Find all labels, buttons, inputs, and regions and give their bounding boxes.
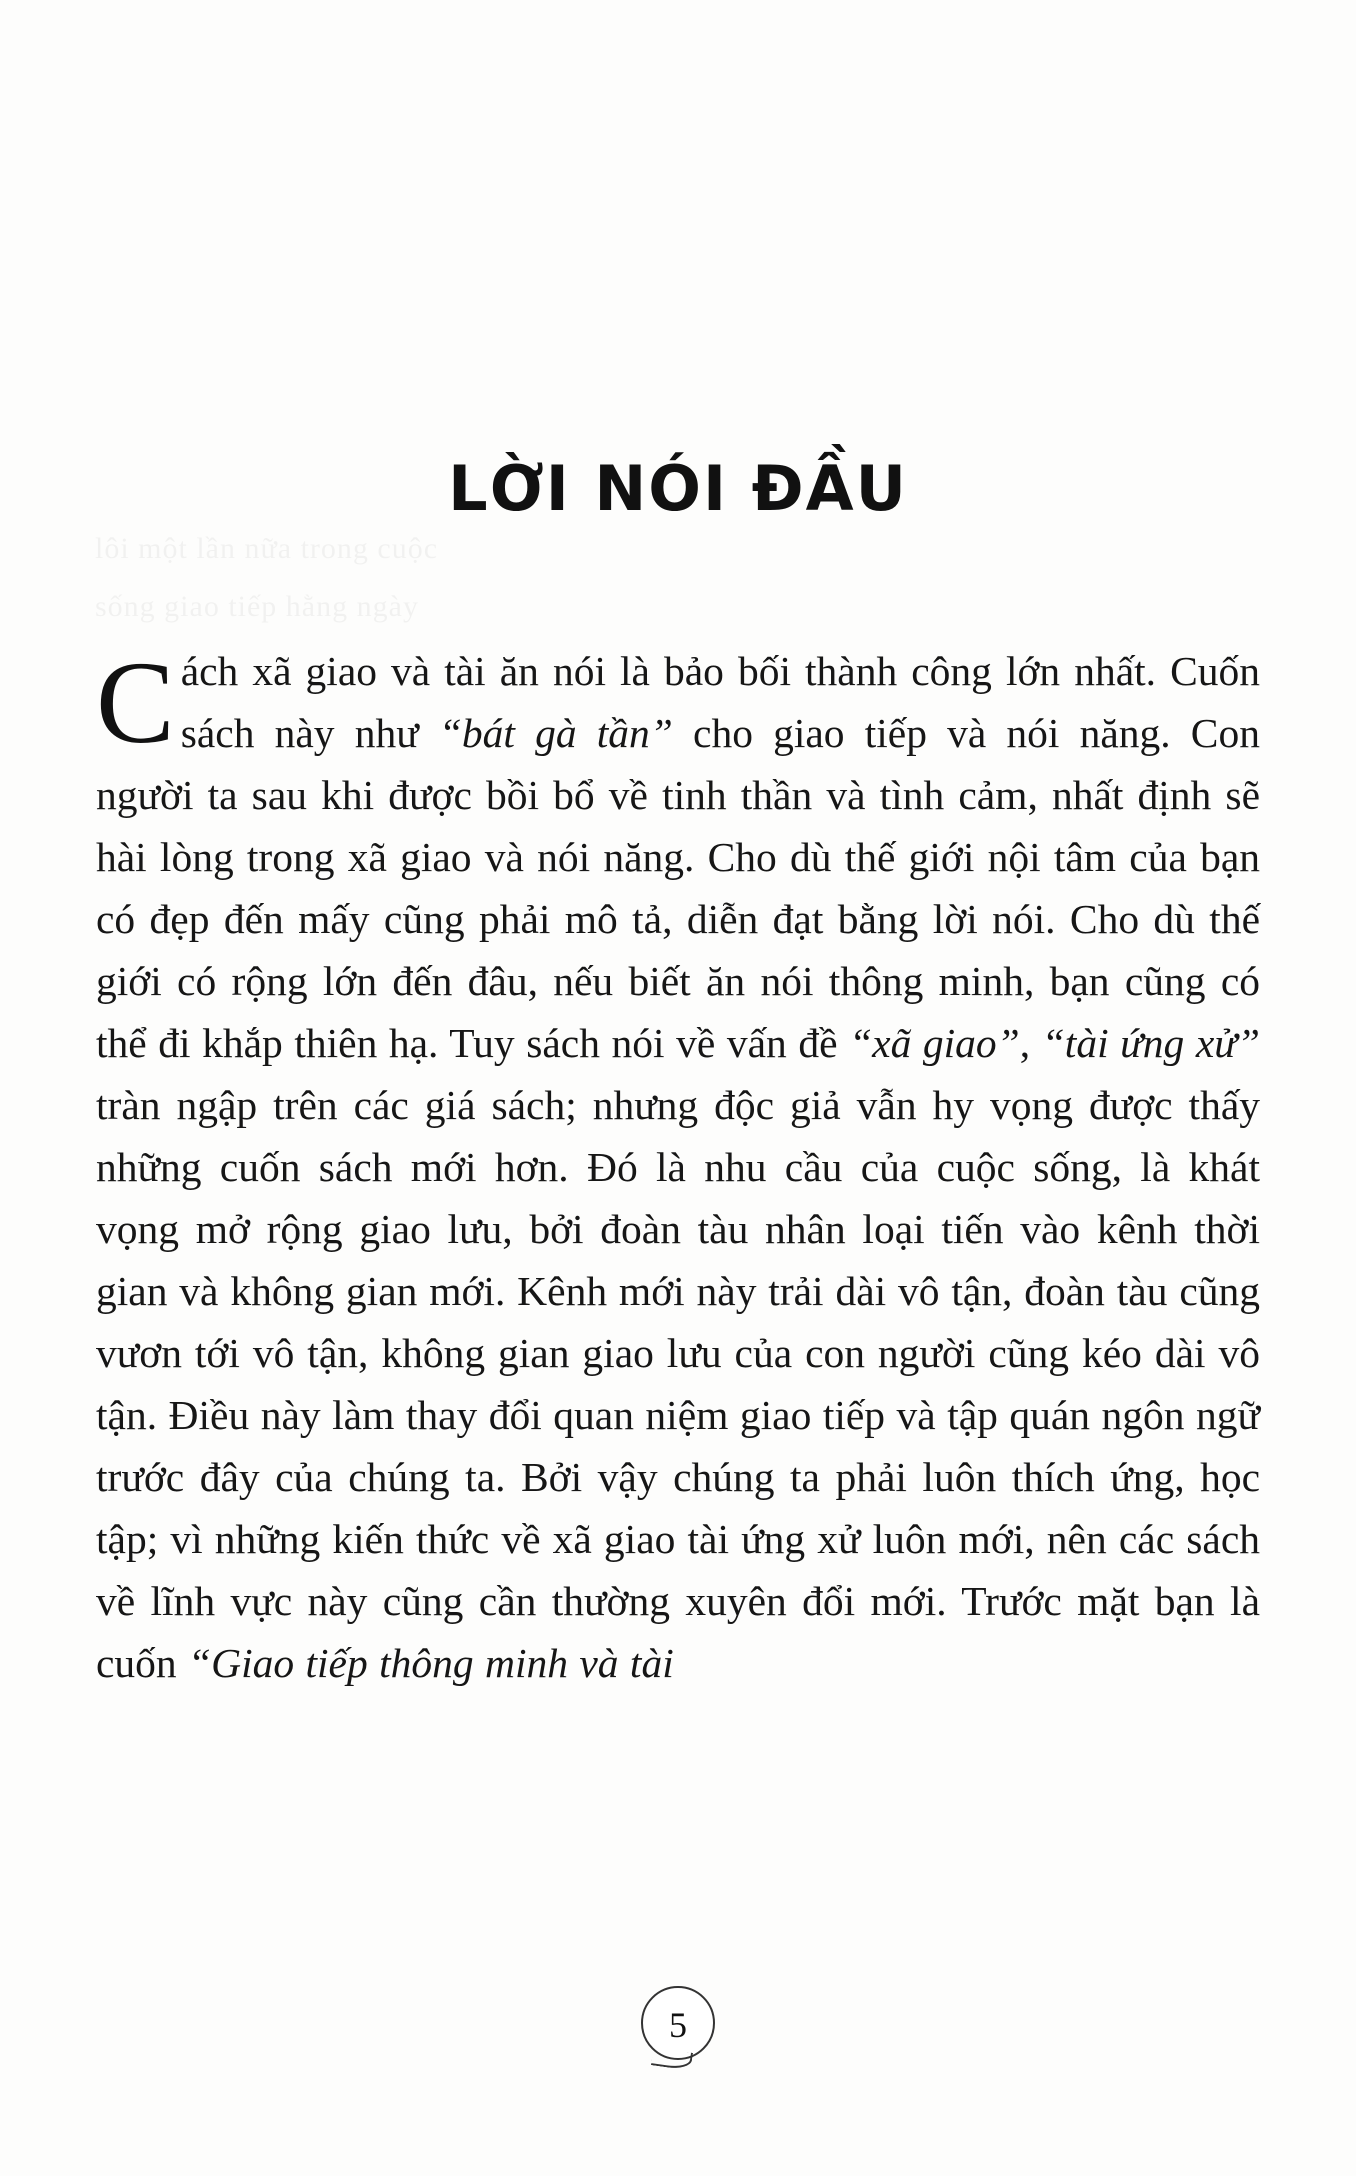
italic-phrase-3: “tài ứng xử” xyxy=(1041,1020,1261,1066)
drop-cap: C xyxy=(96,637,175,768)
italic-phrase-2: “xã giao” xyxy=(849,1020,1020,1066)
preface-paragraph xyxy=(96,637,1261,1694)
italic-phrase-4: “Giao tiếp thông minh và tài xyxy=(188,1640,674,1686)
text-run-2: cho giao tiếp và nói năng. Con người ta sau khi được bồi bổ về tinh thần và tình cảm, nhất định sẽ hài lòng trong xã giao và nói năng. Cho dù thế giới nội tâm của bạn có đẹp đến mấy cũng phải mô tả, diễn đạt bằng lời nói. Cho dù thế giới có rộng lớn đến đâu, nếu biết ăn nói thông minh, bạn cũng có thể đi khắp thiên hạ. Tuy sách nói về vấn đề xyxy=(96,710,1260,1066)
italic-phrase-1: “bát gà tần” xyxy=(438,710,673,756)
page-number: 5 xyxy=(641,1986,715,2060)
text-run-4: tràn ngập trên các giá sách; nhưng độc giả vẫn hy vọng được thấy những cuốn sách mới hơn. Đó là nhu cầu của cuộc sống, là khát vọng mở rộng giao lưu, bởi đoàn tàu nhân loại tiến vào kênh thời gian và không gian mới. Kênh mới này trải dài vô tận, đoàn tàu cũng vươn tới vô tận, không gian giao lưu của con người cũng kéo dài vô tận. Điều này làm thay đổi quan niệm giao tiếp và tập quán ngôn ngữ trước đây của chúng ta. Bởi vậy chúng ta phải luôn thích ứng, học tập; vì những kiến thức về xã giao tài ứng xử luôn mới, nên các sách về lĩnh vực này cũng cần thường xuyên đổi mới. Trước mặt bạn là cuốn xyxy=(96,1082,1260,1686)
page-number-container xyxy=(0,1986,1356,2060)
text-run-1: ách xã giao và tài ăn nói là bảo bối thành công lớn nhất. Cuốn sách này như xyxy=(180,648,1260,756)
page-title: LỜI NÓI ĐẦU xyxy=(448,452,908,525)
text-run-3: , xyxy=(1019,1020,1042,1066)
